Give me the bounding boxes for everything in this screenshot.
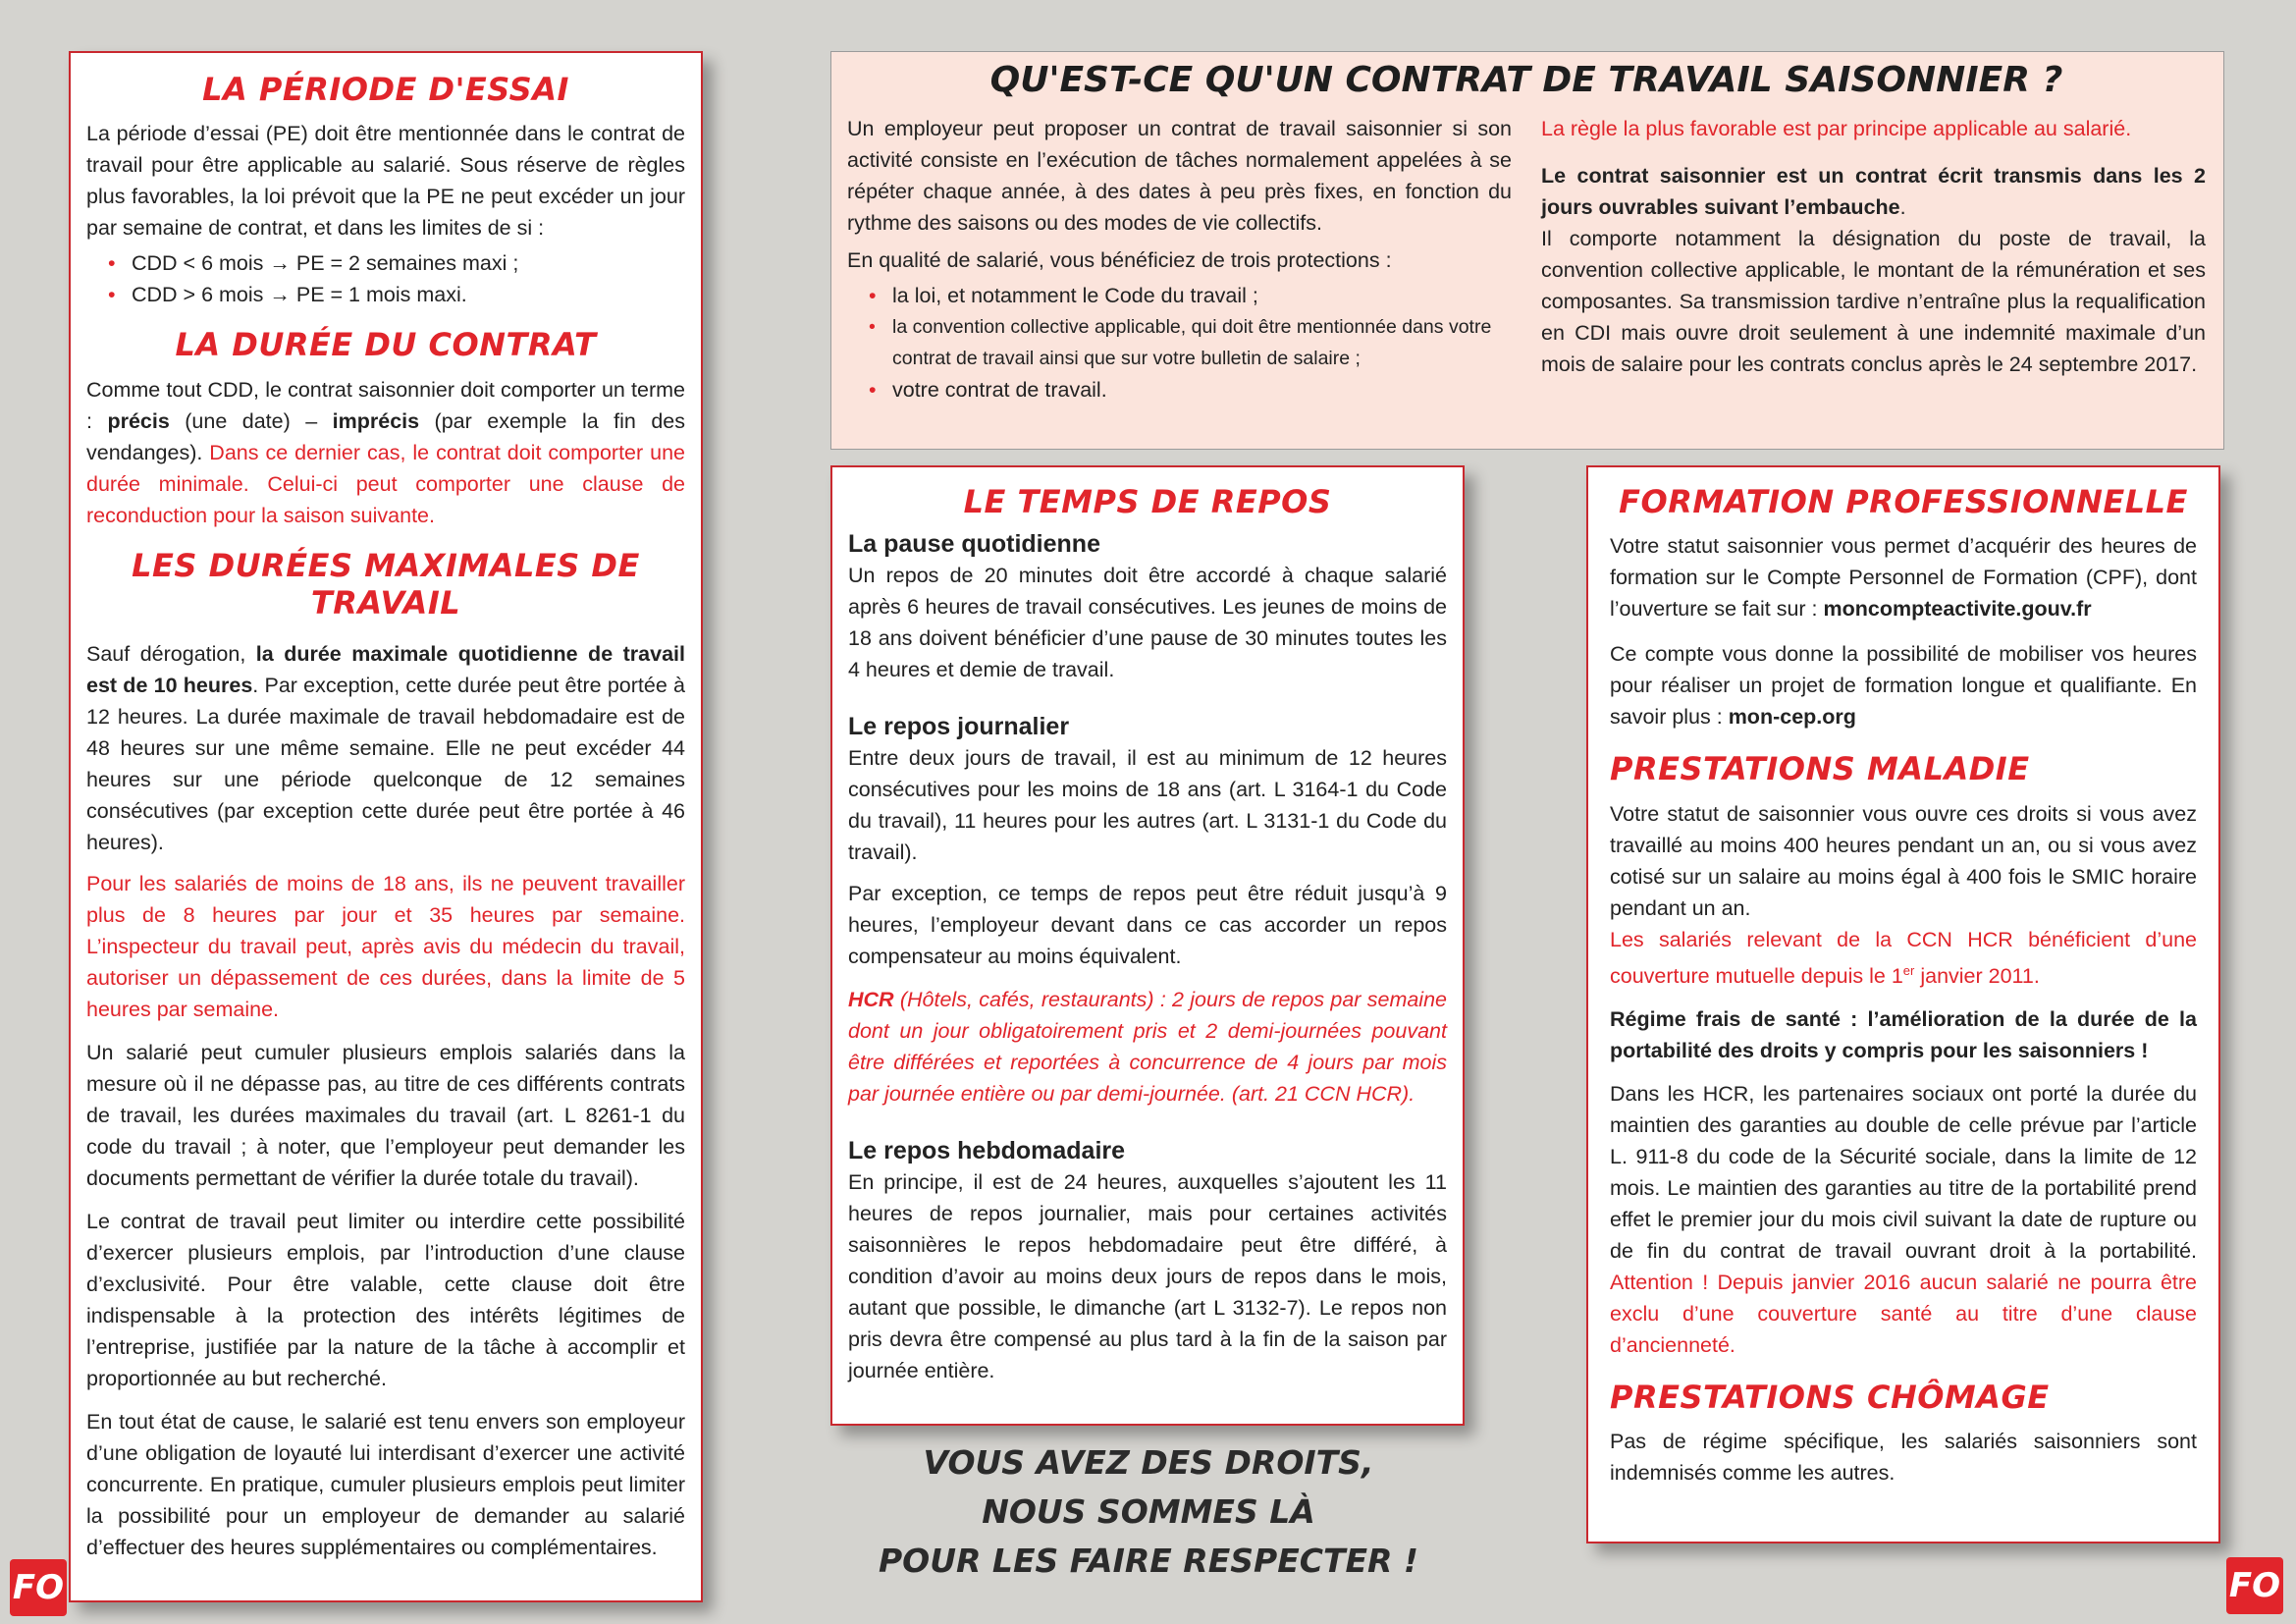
formation-paragraph-2: Ce compte vous donne la possibilité de mobiliser vos heures pour réaliser un projet de formation longue et qualifiante. En savoir plus : mon-cep.org — [1610, 642, 2197, 730]
list-item: • la loi, et notamment le Code du travail ; — [869, 280, 1512, 311]
slogan-line-2: NOUS SOMMES LÀ — [982, 1492, 1315, 1531]
portabilite-heading: Régime frais de santé : l’amélioration de la durée de la portabilité des droits y compris pour les saisonniers ! — [1610, 1006, 2197, 1062]
formation-paragraph-1: Votre statut saisonnier vous permet d’acquérir des heures de formation sur le Compte Personnel de Formation (CPF), dont l’ouverture se fait sur : moncompteactivite.gouv.fr — [1610, 534, 2197, 622]
definition-right-column — [1541, 113, 2206, 406]
section-title-duree-contrat: LA DURÉE DU CONTRAT — [175, 326, 597, 364]
section-title-periode-essai: LA PÉRIODE D'ESSAI — [202, 71, 569, 108]
rule-favorable: La règle la plus favorable est par principe applicable au salarié. — [1541, 117, 2132, 140]
definition-left-column — [847, 113, 1512, 406]
fo-logo-right: FO — [2226, 1557, 2283, 1614]
chomage-paragraph: Pas de régime spécifique, les salariés saisonniers sont indemnisés comme les autres. — [1610, 1430, 2197, 1486]
written-contract-note: Le contrat saisonnier est un contrat écrit transmis dans les 2 jours ouvrables suivant l’embauche. — [1541, 164, 2206, 219]
hcr-paragraph: HCR (Hôtels, cafés, restaurants) : 2 jours de repos par semaine dont un jour obligatoirement pris et 2 demi-journées pouvant être différées et reportées à concurrence de 4 jours par mois par journée entière ou par demi-journée. (art. 21 CCN HCR). — [848, 988, 1447, 1107]
maladie-paragraph-1: Votre statut de saisonnier vous ouvre ces droits si vous avez travaillé au moins 400 heures pendant un an, ou si vous avez cotisé sur un salaire au moins égal à 400 fois le SMIC horaire pendant un an. — [1610, 801, 2197, 920]
subheading-repos-journalier: Le repos journalier — [848, 713, 1070, 741]
section-title-temps-repos: LE TEMPS DE REPOS — [963, 483, 1332, 520]
exception-paragraph: Par exception, ce temps de repos peut être réduit jusqu’à 9 heures, l’employeur devant dans ce cas accorder un repos compensateur au moins équivalent. — [848, 882, 1447, 969]
slogan — [834, 1438, 1463, 1586]
maxi-paragraph-3: Un salarié peut cumuler plusieurs emplois salariés dans la mesure où il ne dépasse pas, au titre de ces différents contrats de travail, les durées maximales du travail (art. L 8261-1 du code du travail ; à noter, que l’employeur peut demander les documents permettant de vérifier la durée totale du travail). — [86, 1040, 685, 1190]
section-title-durees-maximales: LES DURÉES MAXIMALES DE TRAVAIL — [132, 546, 640, 623]
repos-panel — [830, 465, 1465, 1426]
protections-list — [847, 280, 1512, 406]
section-title-chomage: PRESTATIONS CHÔMAGE — [1610, 1378, 2050, 1416]
definition-paragraph: Un employeur peut proposer un contrat de travail saisonnier si son activité consiste en l’exécution de tâches normalement appelées à se répéter chaque année, à des dates à peu près fixes, en fonction du rythme des saisons ou des modes de vie collectifs. — [847, 117, 1512, 235]
essai-list — [86, 247, 685, 310]
right-panel — [1586, 465, 2220, 1543]
list-item: • la convention collective applicable, qui doit être mentionnée dans votre contrat de travail ainsi que sur votre bulletin de salaire ; — [869, 311, 1512, 374]
left-panel — [69, 51, 703, 1602]
fo-logo-left: FO — [10, 1559, 67, 1616]
list-item: • CDD < 6 mois → PE = 2 semaines maxi ; — [108, 247, 685, 279]
slogan-line-1: VOUS AVEZ DES DROITS, — [923, 1443, 1374, 1482]
duree-paragraph: Comme tout CDD, le contrat saisonnier doit comporter un terme : précis (une date) – imprécis (par exemple la fin des vendanges). Dans ce dernier cas, le contrat doit comporter une durée minimale. Celui-ci peut comporter une clause de reconduction pour la saison suivante. — [86, 377, 685, 527]
hebdomadaire-paragraph: En principe, il est de 24 heures, auxquelles s’ajoutent les 11 heures de repos journalier, mais pour certaines activités saisonnières le repos hebdomadaire peut être différé, à condition d’avoir au moins deux jours de repos dans le mois, autant que possible, le dimanche (art L 3132-7). Le repos non pris devra être compensé au plus tard à la fin de la saison par journée entière. — [848, 1170, 1447, 1383]
contract-details-paragraph: Il comporte notamment la désignation du poste de travail, la convention collective applicable, le montant de la rémunération et ses composantes. Sa transmission tardive n’entraîne plus la requalification en CDI mais ouvre droit seulement à une indemnité maximale d’un mois de salaire pour les contrats conclus après le 24 septembre 2017. — [1541, 227, 2206, 376]
subheading-repos-hebdomadaire: Le repos hebdomadaire — [848, 1137, 1126, 1165]
maxi-paragraph-2: Pour les salariés de moins de 18 ans, ils ne peuvent travailler plus de 8 heures par jour et 35 heures par semaine. L’inspecteur du travail peut, après avis du médecin du travail, autoriser un dépassement de ces durées, dans la limite de 5 heures par semaine. — [86, 871, 685, 1021]
maladie-paragraph-2: Les salariés relevant de la CCN HCR bénéficient d’une couverture mutuelle depuis le 1er janvier 2011. — [1610, 927, 2197, 988]
maxi-paragraph-5: En tout état de cause, le salarié est tenu envers son employeur d’une obligation de loyauté lui interdisant d’exercer une activité concurrente. En pratique, cumuler plusieurs emplois peut limiter la possibilité pour un employeur de demander au salarié d’effectuer des heures supplémentaires ou complémentaires. — [86, 1409, 685, 1559]
slogan-line-3: POUR LES FAIRE RESPECTER ! — [879, 1542, 1418, 1580]
subheading-pause-quotidienne: La pause quotidienne — [848, 530, 1100, 559]
essai-paragraph: La période d’essai (PE) doit être mentionnée dans le contrat de travail pour être applicable au salarié. Sous réserve de règles plus favorables, la loi prévoit que la PE ne peut excéder un jour par semaine de contrat, et dans les limites de si : — [86, 122, 685, 241]
page-title: QU'EST-CE QU'UN CONTRAT DE TRAVAIL SAISONNIER ? — [989, 60, 2063, 100]
maladie-paragraph-4: Dans les HCR, les partenaires sociaux ont porté la durée du maintien des garanties au double de celle prévue par l’article L. 911-8 du code de la Sécurité sociale, dans la limite de 12 mois. Le maintien des garanties au titre de la portabilité prend effet le premier jour du mois civil suivant la date de rupture ou de fin du contrat de travail ouvrant droit à la portabilité. Attention ! Depuis janvier 2016 aucun salarié ne pourra être exclu d’une couverture santé au titre d’une clause d’ancienneté. — [1610, 1081, 2197, 1357]
protections-intro: En qualité de salarié, vous bénéficiez de trois protections : — [847, 248, 1392, 272]
maxi-paragraph-4: Le contrat de travail peut limiter ou interdire cette possibilité d’exercer plusieurs emplois, par l’introduction d’une clause d’exclusivité. Pour être valable, cette clause doit être indispensable à la protection des intérêts légitimes de l’entreprise, justifiée par la nature de la tâche à accomplir et proportionnée au but recherché. — [86, 1209, 685, 1390]
list-item: • votre contrat de travail. — [869, 374, 1512, 406]
contract-definition-panel — [830, 51, 2224, 450]
section-title-formation: FORMATION PROFESSIONNELLE — [1619, 483, 2188, 520]
maxi-paragraph-1: Sauf dérogation, la durée maximale quotidienne de travail est de 10 heures. Par exception, cette durée peut être portée à 12 heures. La durée maximale de travail hebdomadaire est de 48 heures sur une même semaine. Elle ne peut excéder 44 heures sur une période quelconque de 12 semaines consécutives (par exception cette durée peut être portée à 46 heures). — [86, 641, 685, 854]
list-item: • CDD > 6 mois → PE = 1 mois maxi. — [108, 279, 685, 310]
section-title-maladie: PRESTATIONS MALADIE — [1610, 750, 2030, 788]
pause-paragraph: Un repos de 20 minutes doit être accordé à chaque salarié après 6 heures de travail consécutives. Les jeunes de moins de 18 ans doivent bénéficier d’une pause de 30 minutes toutes les 4 heures et demie de travail. — [848, 564, 1447, 682]
journalier-paragraph: Entre deux jours de travail, il est au minimum de 12 heures consécutives pour les moins de 18 ans (art. L 3164-1 du Code du travail), 11 heures pour les autres (art. L 3131-1 du Code du travail). — [848, 746, 1447, 865]
